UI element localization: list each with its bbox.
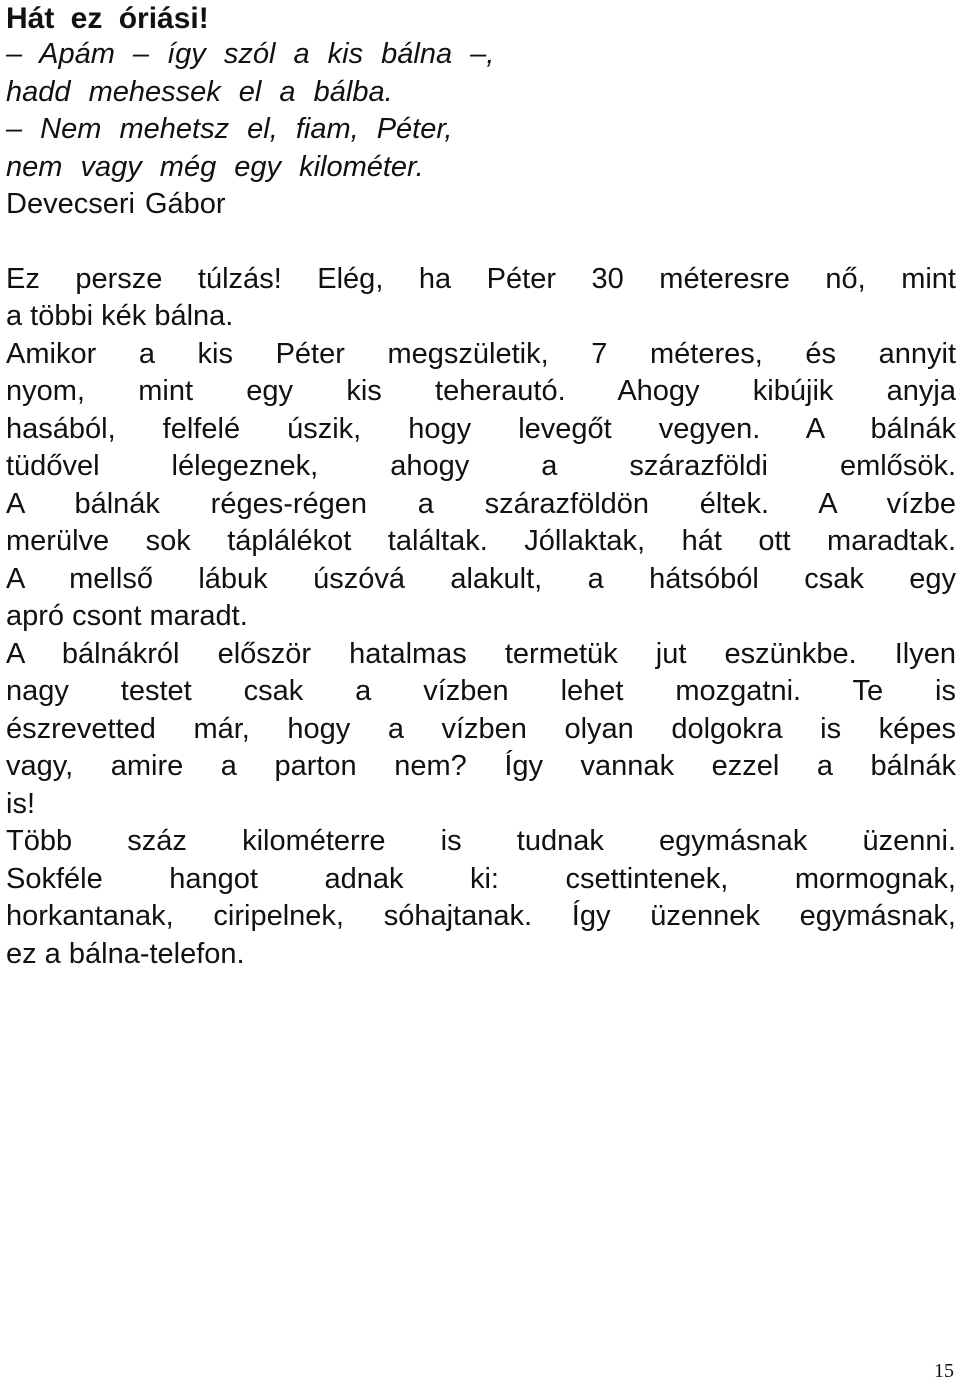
body-line: A mellső lábuk úszóvá alakult, a hátsóból csak egy — [6, 562, 956, 595]
body-line: hasából, felfelé úszik, hogy levegőt vegyen. A bálnák — [6, 412, 956, 445]
body-line: nagy testet csak a vízben lehet mozgatni. Te is — [6, 675, 956, 707]
body-line: vagy, amire a parton nem? Így vannak ezzel a bálnák — [6, 750, 956, 782]
document-page — [6, 0, 956, 973]
body-line: a többi kék bálna. — [6, 300, 234, 332]
body-line: A bálnákról először hatalmas termetük jut eszünkbe. Ilyen — [6, 637, 956, 670]
poem-line: – Apám – így szól a kis bálna –, — [6, 38, 495, 70]
page-title: Hát ez óriási! — [6, 2, 209, 35]
body-line: nyom, mint egy kis teherautó. Ahogy kibújik anyja — [6, 375, 956, 407]
body-line: Sokféle hangot adnak ki: csettintenek, mormognak, — [6, 862, 956, 895]
poem-line: hadd mehessek el a bálba. — [6, 75, 393, 108]
poem-line: – Nem mehetsz el, fiam, Péter, — [6, 113, 453, 145]
body-line: tüdővel lélegeznek, ahogy a szárazföldi emlősök. — [6, 450, 956, 482]
body-line: apró csont maradt. — [6, 600, 248, 632]
body-line: ez a bálna-telefon. — [6, 937, 245, 970]
body-line: Amikor a kis Péter megszületik, 7 méteres, és annyit — [6, 337, 956, 370]
poem-author: Devecseri Gábor — [6, 188, 226, 220]
body-line: is! — [6, 787, 35, 820]
body-line: Több száz kilométerre is tudnak egymásnak üzenni. — [6, 825, 956, 857]
body-line: észrevetted már, hogy a vízben olyan dolgokra is képes — [6, 712, 956, 745]
paragraph-gap — [6, 224, 956, 261]
body-text — [6, 261, 956, 974]
body-line: merülve sok táplálékot találtak. Jóllaktak, hát ott maradtak. — [6, 525, 956, 557]
poem-line: nem vagy még egy kilométer. — [6, 150, 424, 183]
poem — [6, 36, 956, 224]
page-number: 15 — [934, 1360, 954, 1382]
body-line: horkantanak, ciripelnek, sóhajtanak. Így üzennek egymásnak, — [6, 900, 956, 932]
body-line: A bálnák réges-régen a szárazföldön éltek. A vízbe — [6, 487, 956, 520]
body-line: Ez persze túlzás! Elég, ha Péter 30 méteresre nő, mint — [6, 262, 956, 295]
